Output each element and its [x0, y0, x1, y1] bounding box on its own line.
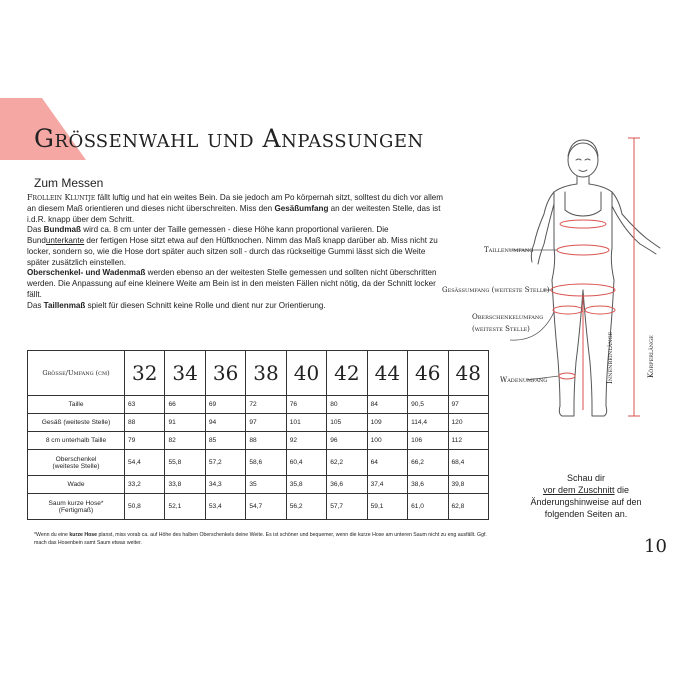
- footnote: *Wenn du eine kurze Hose planst, miss vorab ca. auf Höhe des halben Oberschenkels deine Weite. Es ist schöner und bequemer, wenn die kurze Hose am unteren Saum nicht zu eng ausfällt. Ggf. mach das Hosenbein samt Saum etwas weiter.: [34, 532, 487, 547]
- intro-paragraph-3: Oberschenkel- und Wadenmaß werden ebenso an der weitesten Stelle gemessen und sollten nicht überschritten werden. Die Anpassung auf eine kleinere Weite am Bein ist in den meisten Fällen nicht nötig, da der Schnitt locker fällt.: [27, 268, 437, 299]
- label-koerperlaenge: Körperlänge: [647, 335, 655, 378]
- section-subtitle: Zum Messen: [34, 176, 104, 190]
- size-header-row: [28, 351, 489, 396]
- table-cell: 106: [408, 432, 448, 450]
- table-cell: 105: [327, 414, 367, 432]
- note-link: vor dem Zuschnitt: [542, 485, 615, 495]
- row-label: [28, 450, 125, 476]
- row-label-line: Oberschenkel: [55, 455, 97, 463]
- table-cell: 120: [448, 414, 489, 432]
- row-label: Wade: [28, 476, 125, 494]
- table-cell: 97: [246, 414, 286, 432]
- table-cell: 54,4: [125, 450, 165, 476]
- row-label-line: (weiteste Stelle): [52, 462, 100, 470]
- label-taillenumfang: Taillenumfang: [484, 246, 534, 254]
- table-cell: 60,4: [286, 450, 326, 476]
- table-cell: 63: [125, 396, 165, 414]
- table-cell: 61,0: [408, 494, 448, 520]
- table-row: [28, 476, 489, 494]
- size-header: 42: [327, 351, 367, 396]
- table-cell: 58,6: [246, 450, 286, 476]
- label-oberschenkelumfang: Oberschenkelumfang: [472, 313, 544, 321]
- table-cell: 38,6: [408, 476, 448, 494]
- intro-paragraph-4: Das Taillenmaß spielt für diesen Schnitt keine Rolle und dient nur zur Orientierung.: [27, 300, 326, 310]
- table-cell: 88: [125, 414, 165, 432]
- table-cell: 55,8: [165, 450, 205, 476]
- table-cell: 68,4: [448, 450, 489, 476]
- size-header: 44: [367, 351, 407, 396]
- size-header: 48: [448, 351, 489, 396]
- table-cell: 79: [125, 432, 165, 450]
- size-table: [27, 350, 489, 520]
- page-title: Größenwahl und Anpassungen: [34, 124, 424, 153]
- table-cell: 109: [367, 414, 407, 432]
- table-cell: 88: [246, 432, 286, 450]
- table-cell: 85: [205, 432, 245, 450]
- intro-paragraph-1: Frollein Kluntje fällt luftig und hat ein weites Bein. Da sie jedoch am Po körpernah sitzt, solltest du dich vor allem an diesem Maß orientieren und dieses nicht überschreiten. Miss den Gesäßumfang an der weitesten Stelle, das ist i.d.R. knapp über dem Schritt.: [27, 193, 443, 224]
- row-label: [28, 494, 125, 520]
- table-cell: 66: [165, 396, 205, 414]
- table-cell: 57,7: [327, 494, 367, 520]
- table-cell: 56,2: [286, 494, 326, 520]
- table-cell: 62,2: [327, 450, 367, 476]
- table-corner-header: Größe/Umfang (cm): [28, 351, 125, 396]
- table-cell: 84: [367, 396, 407, 414]
- row-label-line: Saum kurze Hose*: [48, 499, 104, 507]
- label-innenbeinlaenge: Innenbeinlänge: [606, 331, 614, 384]
- table-cell: 80: [327, 396, 367, 414]
- label-wadenumfang: Wadenumfang: [500, 376, 548, 384]
- table-cell: 33,8: [165, 476, 205, 494]
- label-gesaessumfang: Gesäßumfang (weiteste Stelle): [442, 286, 550, 294]
- table-cell: 35: [246, 476, 286, 494]
- row-label: Gesäß (weiteste Stelle): [28, 414, 125, 432]
- brand-name: Frollein Kluntje: [27, 193, 96, 202]
- table-cell: 54,7: [246, 494, 286, 520]
- table-cell: 91: [165, 414, 205, 432]
- table-row: [28, 432, 489, 450]
- table-cell: 69: [205, 396, 245, 414]
- table-cell: 82: [165, 432, 205, 450]
- table-cell: 50,8: [125, 494, 165, 520]
- table-cell: 34,3: [205, 476, 245, 494]
- table-cell: 39,8: [448, 476, 489, 494]
- size-header: 38: [246, 351, 286, 396]
- size-header: 46: [408, 351, 448, 396]
- table-cell: 66,2: [408, 450, 448, 476]
- size-header: 40: [286, 351, 326, 396]
- table-cell: 101: [286, 414, 326, 432]
- table-row: [28, 494, 489, 520]
- table-cell: 97: [448, 396, 489, 414]
- table-cell: 33,2: [125, 476, 165, 494]
- table-cell: 52,1: [165, 494, 205, 520]
- table-cell: 114,4: [408, 414, 448, 432]
- intro-text: [27, 193, 447, 311]
- table-cell: 62,8: [448, 494, 489, 520]
- alteration-note: Schau dir vor dem Zuschnitt die Änderungshinweise auf den folgenden Seiten an.: [530, 473, 642, 519]
- row-label-line: (Fertigmaß): [58, 506, 94, 514]
- table-cell: 92: [286, 432, 326, 450]
- intro-paragraph-2: Das Bundmaß wird ca. 8 cm unter der Taille gemessen - diese Höhe kann proportional variieren. Die Bundunterkante der fertigen Hose sitzt etwa auf den Hüftknochen. Nimm das Maß knapp darüber ab. Miss nicht zu locker, sondern so, wie die Hose dort später auch sitzen soll - durch das rückseitige Gummi lässt sich die Weite später zusätzlich einstellen.: [27, 225, 438, 267]
- body-measurement-figure: [430, 130, 670, 430]
- table-cell: 90,5: [408, 396, 448, 414]
- size-header: 36: [205, 351, 245, 396]
- table-cell: 96: [327, 432, 367, 450]
- size-header: 32: [125, 351, 165, 396]
- table-cell: 72: [246, 396, 286, 414]
- table-cell: 53,4: [205, 494, 245, 520]
- label-oberschenkelumfang-note: (weiteste Stelle): [472, 325, 530, 333]
- size-header: 34: [165, 351, 205, 396]
- table-cell: 36,6: [327, 476, 367, 494]
- table-cell: 37,4: [367, 476, 407, 494]
- table-cell: 76: [286, 396, 326, 414]
- table-cell: 94: [205, 414, 245, 432]
- table-cell: 112: [448, 432, 489, 450]
- row-label: Taille: [28, 396, 125, 414]
- table-cell: 100: [367, 432, 407, 450]
- table-cell: 57,2: [205, 450, 245, 476]
- table-cell: 35,8: [286, 476, 326, 494]
- table-row: [28, 396, 489, 414]
- row-label: 8 cm unterhalb Taille: [28, 432, 125, 450]
- table-row: [28, 414, 489, 432]
- table-cell: 59,1: [367, 494, 407, 520]
- table-row: [28, 450, 489, 476]
- page-number: 10: [644, 536, 667, 557]
- table-cell: 64: [367, 450, 407, 476]
